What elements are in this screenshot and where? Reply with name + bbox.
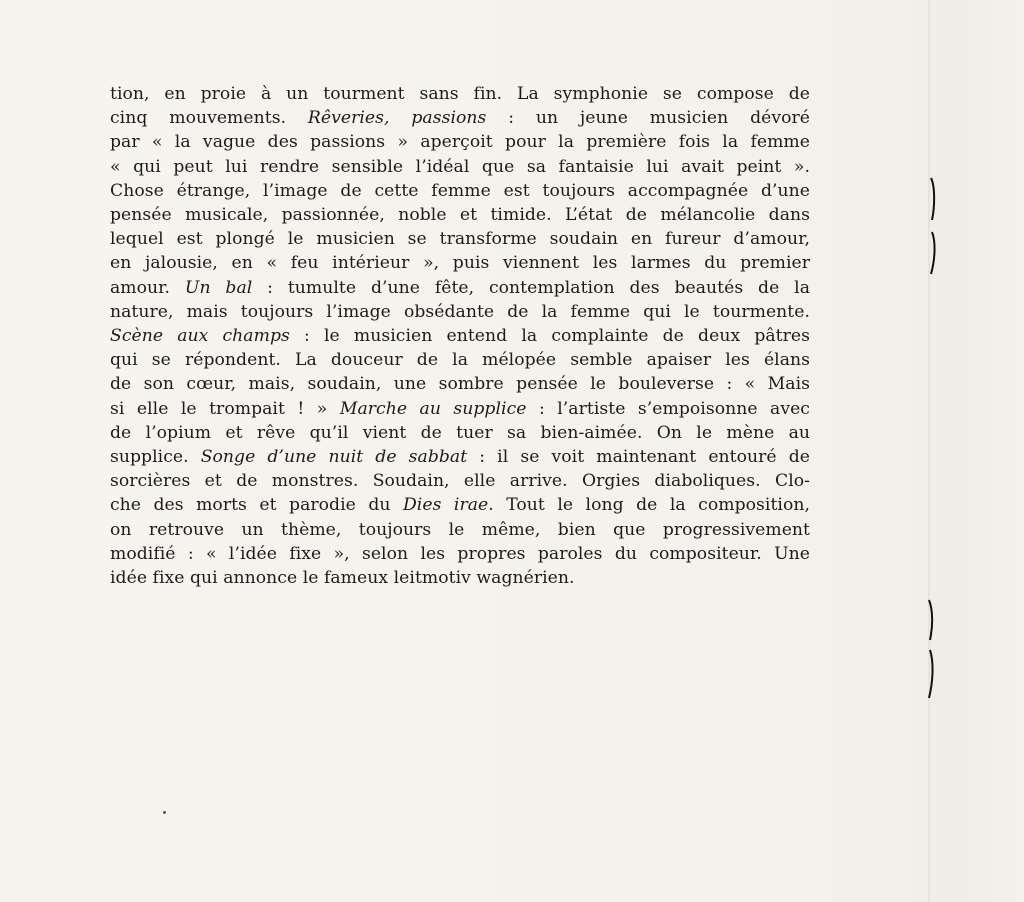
text-line [110, 106, 810, 130]
text-run: : le musicien entend la complainte de deux pâtres [289, 326, 810, 347]
text-line [110, 421, 810, 445]
staple-bottom [926, 598, 932, 700]
text-run: : il se voit maintenant entouré de [467, 447, 810, 468]
text-line [110, 542, 810, 566]
italic-title: Un bal [184, 277, 253, 298]
text-run: en jalousie, en « feu intérieur », puis viennent les larmes du premier [110, 253, 810, 274]
text-line [110, 179, 810, 203]
text-line [110, 348, 810, 372]
text-run: lequel est plongé le musicien se transforme soudain en fureur d’amour, [110, 229, 810, 250]
italic-title: Rêveries, passions [307, 108, 487, 129]
text-run: par « la vague des passions » aperçoit pour la première fois la femme [110, 132, 810, 153]
italic-title: Dies irae [402, 495, 489, 516]
text-run: de l’opium et rêve qu’il vient de tuer sa bien-aimée. On le mène au [110, 422, 810, 443]
text-line [110, 227, 810, 251]
text-run: tion, en proie à un tourment sans fin. La symphonie se compose de [110, 84, 810, 104]
text-run: che des morts et parodie du [110, 495, 403, 516]
italic-title: Scène aux champs [110, 326, 290, 347]
text-run: sorcières et de monstres. Soudain, elle arrive. Orgies diaboliques. Clo- [110, 471, 810, 492]
text-run: si elle le trompait ! » [110, 398, 340, 419]
text-run: « qui peut lui rendre sensible l’idéal que sa fantaisie lui avait peint ». [110, 156, 810, 177]
text-line [110, 397, 810, 421]
text-line [110, 82, 810, 106]
text-line [110, 276, 810, 300]
text-line [110, 155, 810, 179]
text-run: modifié : « l’idée fixe », selon les propres paroles du compositeur. Une [110, 543, 810, 564]
text-line [110, 300, 810, 324]
binding-fold [928, 0, 930, 902]
text-run: : l’artiste s’empoisonne avec [526, 398, 810, 419]
text-run: qui se répondent. La douceur de la mélopée semble apaiser les élans [110, 350, 810, 371]
body-text [110, 82, 810, 590]
text-run: nature, mais toujours l’image obsédante de la femme qui le tourmente. [110, 301, 810, 322]
paper-speck [163, 811, 166, 814]
text-run: de son cœur, mais, soudain, une sombre pensée le bouleverse : « Mais [110, 374, 810, 395]
text-line [110, 493, 810, 517]
text-run: supplice. [110, 447, 201, 468]
text-run: : un jeune musicien dévoré [486, 108, 810, 129]
text-line [110, 518, 810, 542]
text-line [110, 566, 810, 590]
text-line [110, 445, 810, 469]
text-line [110, 251, 810, 275]
text-run: pensée musicale, passionnée, noble et timide. L’état de mélancolie dans [110, 205, 810, 226]
text-line [110, 324, 810, 348]
text-run: . Tout le long de la composition, [488, 495, 810, 516]
text-run: Chose étrange, l’image de cette femme est toujours accompagnée d’une [110, 180, 810, 201]
italic-title: Marche au supplice [339, 398, 527, 419]
staple-top [928, 176, 934, 276]
text-run: idée fixe qui annonce le fameux leitmotiv wagnérien. [110, 568, 575, 589]
text-line [110, 203, 810, 227]
text-run: on retrouve un thème, toujours le même, bien que progressivement [110, 519, 810, 540]
italic-title: Songe d’une nuit de sabbat [200, 447, 468, 468]
text-line [110, 372, 810, 396]
text-run: cinq mouvements. [110, 108, 308, 129]
text-line [110, 130, 810, 154]
text-line [110, 469, 810, 493]
text-run: : tumulte d’une fête, contemplation des beautés de la [252, 277, 810, 298]
text-run: amour. [110, 277, 185, 298]
